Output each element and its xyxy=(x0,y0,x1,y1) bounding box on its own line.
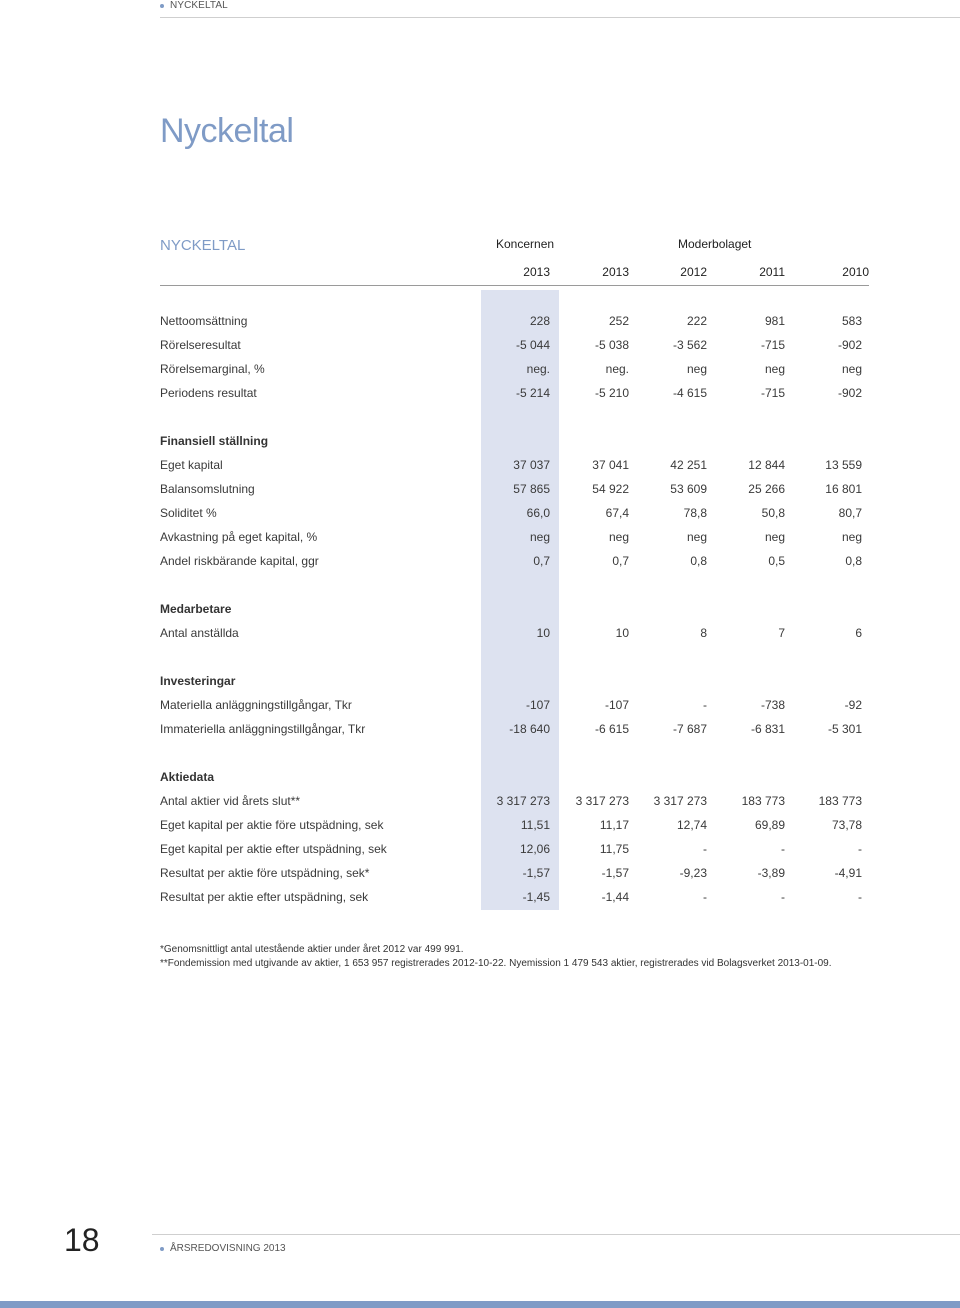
cell-value: 3 317 273 xyxy=(575,794,629,808)
cell-value: 42 251 xyxy=(670,458,707,472)
cell-value: 37 041 xyxy=(592,458,629,472)
cell-value: 12,06 xyxy=(519,842,550,856)
cell-value: 50,8 xyxy=(761,506,785,520)
page-footer xyxy=(160,1243,560,1255)
cell-value: -7 687 xyxy=(672,722,707,736)
cell-value: -1,44 xyxy=(601,890,629,904)
cell-value: -9,23 xyxy=(679,866,707,880)
cell-value: -5 044 xyxy=(515,338,550,352)
table-row xyxy=(160,842,869,858)
row-label: Eget kapital xyxy=(160,458,223,472)
cell-value: - xyxy=(703,698,707,712)
row-label: Periodens resultat xyxy=(160,386,257,400)
cell-value: - xyxy=(781,890,785,904)
header-rule xyxy=(160,17,960,18)
cell-value: 228 xyxy=(529,314,550,328)
bullet-icon xyxy=(160,4,164,8)
group-header-koncern: Koncernen xyxy=(496,237,555,251)
row-label: Soliditet % xyxy=(160,506,217,520)
cell-value: 57 865 xyxy=(513,482,550,496)
cell-value: neg xyxy=(686,530,707,544)
table-row xyxy=(160,890,869,906)
row-label: Eget kapital per aktie efter utspädning, sek xyxy=(160,842,387,856)
cell-value: 11,17 xyxy=(599,818,629,832)
section-heading-investeringar: Investeringar xyxy=(160,674,236,688)
cell-value: 3 317 273 xyxy=(653,794,707,808)
table-row xyxy=(160,626,869,642)
cell-value: 0,8 xyxy=(690,554,707,568)
cell-value: 78,8 xyxy=(683,506,707,520)
cell-value: 11,51 xyxy=(520,818,550,832)
cell-value: 0,7 xyxy=(533,554,550,568)
cell-value: neg xyxy=(686,362,707,376)
cell-value: -107 xyxy=(604,698,629,712)
table-row xyxy=(160,458,869,474)
cell-value: - xyxy=(703,842,707,856)
cell-value: -5 214 xyxy=(515,386,550,400)
cell-value: -92 xyxy=(844,698,862,712)
row-label: Eget kapital per aktie före utspädning, sek xyxy=(160,818,384,832)
cell-value: -1,57 xyxy=(522,866,550,880)
row-label: Rörelseresultat xyxy=(160,338,241,352)
row-label: Materiella anläggningstillgångar, Tkr xyxy=(160,698,352,712)
cell-value: -902 xyxy=(837,338,862,352)
table-row xyxy=(160,866,869,882)
row-label: Antal anställda xyxy=(160,626,239,640)
cell-value: -5 210 xyxy=(594,386,629,400)
cell-value: 12 844 xyxy=(748,458,785,472)
footer-label: ÅRSREDOVISNING 2013 xyxy=(170,1243,286,1254)
cell-value: -738 xyxy=(760,698,785,712)
cell-value: neg xyxy=(841,530,862,544)
cell-value: 3 317 273 xyxy=(496,794,550,808)
cell-value: neg xyxy=(764,530,785,544)
table-row xyxy=(160,818,869,834)
cell-value: - xyxy=(781,842,785,856)
page-title: Nyckeltal xyxy=(160,112,294,150)
section-heading-aktiedata: Aktiedata xyxy=(160,770,215,784)
cell-value: 6 xyxy=(855,626,862,640)
cell-value: 67,4 xyxy=(605,506,629,520)
row-label: Avkastning på eget kapital, % xyxy=(160,530,318,544)
row-label: Balansomslutning xyxy=(160,482,255,496)
table-row xyxy=(160,506,869,522)
cell-value: 54 922 xyxy=(592,482,629,496)
cell-value: 69,89 xyxy=(754,818,785,832)
cell-value: -715 xyxy=(760,338,785,352)
cell-value: -1,45 xyxy=(522,890,550,904)
table-row xyxy=(160,362,869,378)
table-row xyxy=(160,794,869,810)
table-row xyxy=(160,482,869,498)
page-header xyxy=(160,0,960,14)
cell-value: - xyxy=(858,842,862,856)
table-row xyxy=(160,314,869,330)
header-divider xyxy=(160,285,869,286)
cell-value: 583 xyxy=(841,314,862,328)
cell-value: -6 831 xyxy=(750,722,785,736)
row-label: Nettoomsättning xyxy=(160,314,248,328)
bottom-accent-bar xyxy=(0,1301,960,1308)
year-header: 2010 xyxy=(842,265,869,279)
cell-value: -4 615 xyxy=(672,386,707,400)
bullet-icon xyxy=(160,1247,164,1251)
cell-value: neg xyxy=(764,362,785,376)
cell-value: - xyxy=(703,890,707,904)
cell-value: 12,74 xyxy=(676,818,707,832)
cell-value: -6 615 xyxy=(594,722,629,736)
cell-value: 183 773 xyxy=(741,794,785,808)
cell-value: neg xyxy=(608,530,629,544)
cell-value: 0,8 xyxy=(845,554,862,568)
cell-value: -3,89 xyxy=(757,866,785,880)
table-row xyxy=(160,554,869,570)
group-header-moderbolaget: Moderbolaget xyxy=(678,237,752,251)
cell-value: 0,5 xyxy=(768,554,785,568)
cell-value: 16 801 xyxy=(825,482,862,496)
cell-value: 11,75 xyxy=(599,842,629,856)
table-row xyxy=(160,722,869,738)
footnote: **Fondemission med utgivande av aktier, 1 653 957 registrerades 2012-10-22. Nyemission 1 479 543 aktier, registrerades vid Bolagsverket 2013-01-09. xyxy=(160,958,832,969)
row-label: Antal aktier vid årets slut** xyxy=(160,794,301,808)
cell-value: -3 562 xyxy=(672,338,707,352)
cell-value: 183 773 xyxy=(818,794,862,808)
table-row xyxy=(160,698,869,714)
table-row xyxy=(160,530,869,546)
section-heading-medarbetare: Medarbetare xyxy=(160,602,232,616)
cell-value: neg xyxy=(841,362,862,376)
year-header: 2012 xyxy=(680,265,707,279)
cell-value: 0,7 xyxy=(612,554,629,568)
cell-value: 8 xyxy=(700,626,707,640)
cell-value: 13 559 xyxy=(825,458,862,472)
cell-value: -5 301 xyxy=(827,722,862,736)
year-header: 2011 xyxy=(759,265,785,279)
year-header: 2013 xyxy=(602,265,629,279)
cell-value: -1,57 xyxy=(601,866,629,880)
cell-value: 53 609 xyxy=(670,482,707,496)
cell-value: 7 xyxy=(778,626,785,640)
year-header: 2013 xyxy=(523,265,550,279)
row-label: Rörelsemarginal, % xyxy=(160,362,265,376)
section-heading-finansiell: Finansiell ställning xyxy=(160,434,269,448)
page-number: 18 xyxy=(64,1222,100,1258)
header-label: NYCKELTAL xyxy=(170,0,228,11)
cell-value: -18 640 xyxy=(509,722,550,736)
cell-value: 25 266 xyxy=(748,482,785,496)
cell-value: -5 038 xyxy=(594,338,629,352)
cell-value: neg xyxy=(529,530,550,544)
row-label: Resultat per aktie före utspädning, sek* xyxy=(160,866,370,880)
cell-value: 981 xyxy=(764,314,785,328)
cell-value: 73,78 xyxy=(831,818,862,832)
cell-value: 10 xyxy=(615,626,629,640)
table-section-label: NYCKELTAL xyxy=(160,237,246,254)
cell-value: - xyxy=(858,890,862,904)
footer-rule xyxy=(152,1234,960,1235)
table-row xyxy=(160,338,869,354)
cell-value: 252 xyxy=(608,314,629,328)
table-row xyxy=(160,386,869,402)
cell-value: neg. xyxy=(605,362,629,376)
row-label: Immateriella anläggningstillgångar, Tkr xyxy=(160,722,366,736)
cell-value: 10 xyxy=(536,626,550,640)
cell-value: -107 xyxy=(525,698,550,712)
cell-value: neg. xyxy=(526,362,550,376)
koncern-column-highlight xyxy=(481,290,559,910)
footnote: *Genomsnittligt antal utestående aktier under året 2012 var 499 991. xyxy=(160,944,464,955)
row-label: Andel riskbärande kapital, ggr xyxy=(160,554,319,568)
cell-value: 66,0 xyxy=(526,506,550,520)
row-label: Resultat per aktie efter utspädning, sek xyxy=(160,890,369,904)
cell-value: 37 037 xyxy=(513,458,550,472)
cell-value: 80,7 xyxy=(838,506,862,520)
cell-value: 222 xyxy=(686,314,707,328)
cell-value: -715 xyxy=(760,386,785,400)
cell-value: -902 xyxy=(837,386,862,400)
cell-value: -4,91 xyxy=(834,866,862,880)
